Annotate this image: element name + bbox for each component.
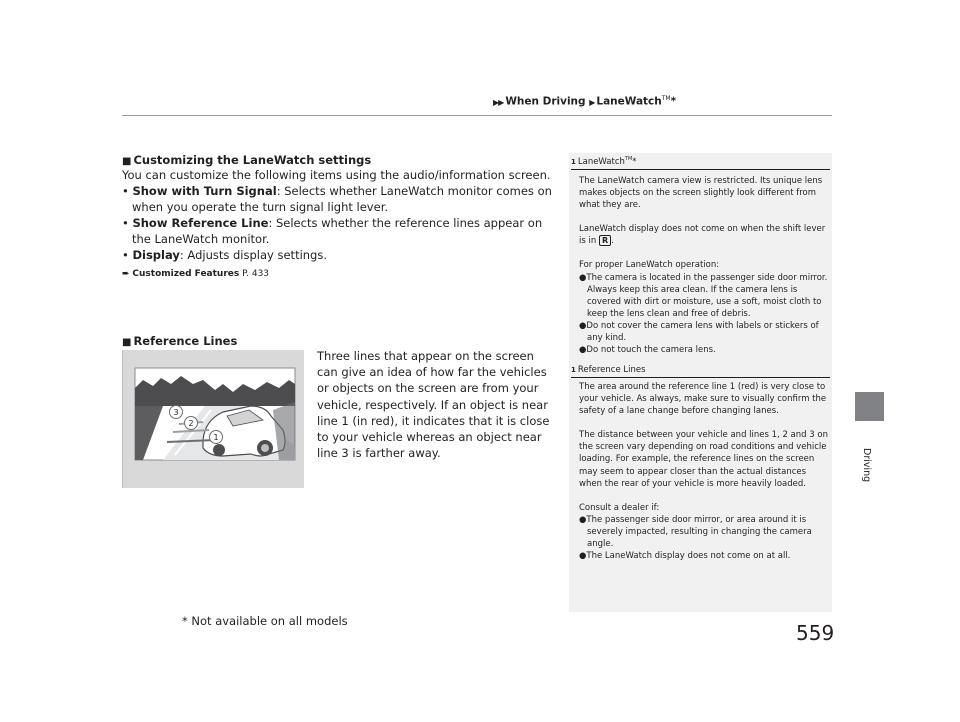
note-paragraph: The LaneWatch camera view is restricted. Its unique lens makes objects on the screen slightly look different from what they are. — [579, 176, 823, 211]
reference-lines-text: Three lines that appear on the screen can give an idea of how far the vehicles or objects on the screen are from your vehicle, respectively. If an object is near line 1 (in red), it indicates that it is close to your vehicle whereas an object near line 3 is farther away. — [317, 349, 550, 461]
page-number: 559 — [796, 621, 835, 645]
gear-r-icon: R — [599, 235, 611, 246]
section-customizing — [122, 153, 562, 282]
reference-line-marker-2 — [185, 417, 198, 430]
note-paragraph: The area around the reference line 1 (red) is very close to your vehicle. As always, make sure to visually confirm the safety of a lane change before changing lanes. — [579, 382, 827, 417]
list-item: • Display: Adjusts display settings. — [122, 248, 328, 262]
note-marker-icon: 1 — [571, 366, 576, 374]
note-body-lanewatch — [579, 175, 829, 356]
note-paragraph: LaneWatch display does not come on when the shift lever is in R . — [579, 224, 826, 247]
list-item: • Show with Turn Signal: Selects whether LaneWatch monitor comes on when you operate the turn signal light lever. — [122, 184, 552, 214]
asterisk: * — [670, 95, 677, 108]
list-item: • Show Reference Line: Selects whether the reference lines appear on the LaneWatch monitor. — [122, 216, 543, 246]
xref-arrow-icon: ➨ — [122, 269, 130, 279]
settings-list — [122, 183, 562, 263]
intro-text: You can customize the following items using the audio/information screen. — [122, 168, 551, 182]
section-title: ■ Customizing the LaneWatch settings — [122, 153, 372, 167]
lanewatch-camera-illustration — [122, 350, 304, 488]
list-item: ●The LaneWatch display does not come on at all. — [579, 551, 791, 562]
breadcrumb-separator: ▶ — [589, 97, 595, 107]
svg-text:2: 2 — [188, 419, 194, 428]
breadcrumb-when-driving[interactable]: When Driving — [505, 95, 586, 108]
square-bullet-icon: ■ — [122, 156, 132, 167]
header-divider — [122, 115, 832, 116]
note-divider — [571, 169, 830, 170]
note-paragraph: Consult a dealer if: — [579, 502, 660, 513]
list-item: ●Do not touch the camera lens. — [579, 345, 716, 356]
section-body — [122, 167, 562, 282]
chapter-tab[interactable] — [855, 392, 884, 421]
svg-text:1: 1 — [213, 433, 219, 442]
reference-line-marker-3 — [170, 406, 183, 419]
reference-line-marker-1 — [210, 431, 223, 444]
note-header-lanewatch: 1 LaneWatch™* — [571, 156, 637, 167]
note-header-reference-lines: 1 Reference Lines — [571, 365, 646, 375]
trademark: TM — [661, 95, 671, 102]
square-bullet-icon: ■ — [122, 337, 132, 348]
note-divider — [571, 377, 830, 378]
list-item: ●Do not cover the camera lens with labels or stickers of any kind. — [579, 320, 819, 344]
note-paragraph: For proper LaneWatch operation: — [579, 260, 720, 271]
note-paragraph: The distance between your vehicle and lines 1, 2 and 3 on the screen vary depending on road conditions and vehicle loading. For example, the reference lines on the screen may seem to appear closer than the actual distances when the rear of your vehicle is more heavily loaded. — [579, 430, 828, 489]
breadcrumb — [493, 95, 676, 108]
note-list — [579, 272, 829, 357]
chapter-label: Driving — [861, 448, 872, 483]
note-list — [579, 514, 829, 562]
note-body-reference-lines — [579, 381, 829, 562]
breadcrumb-lanewatch[interactable]: LaneWatch — [596, 95, 662, 108]
footnote: * Not available on all models — [182, 614, 348, 628]
svg-text:3: 3 — [173, 408, 179, 417]
note-marker-icon: 1 — [571, 157, 576, 166]
list-item: ●The camera is located in the passenger side door mirror. Always keep this area clean. If the camera lens is covered with dirt or moisture, use a soft, moist cloth to keep the lens clean and free of debris. — [579, 272, 828, 319]
breadcrumb-arrows: ▶▶ — [493, 97, 504, 107]
section-title-reference-lines: ■ Reference Lines — [122, 334, 238, 348]
cross-reference-link[interactable]: ➨ Customized Features P. 433 — [122, 269, 270, 279]
list-item: ●The passenger side door mirror, or area around it is severely impacted, resulting in changing the camera angle. — [579, 514, 812, 550]
